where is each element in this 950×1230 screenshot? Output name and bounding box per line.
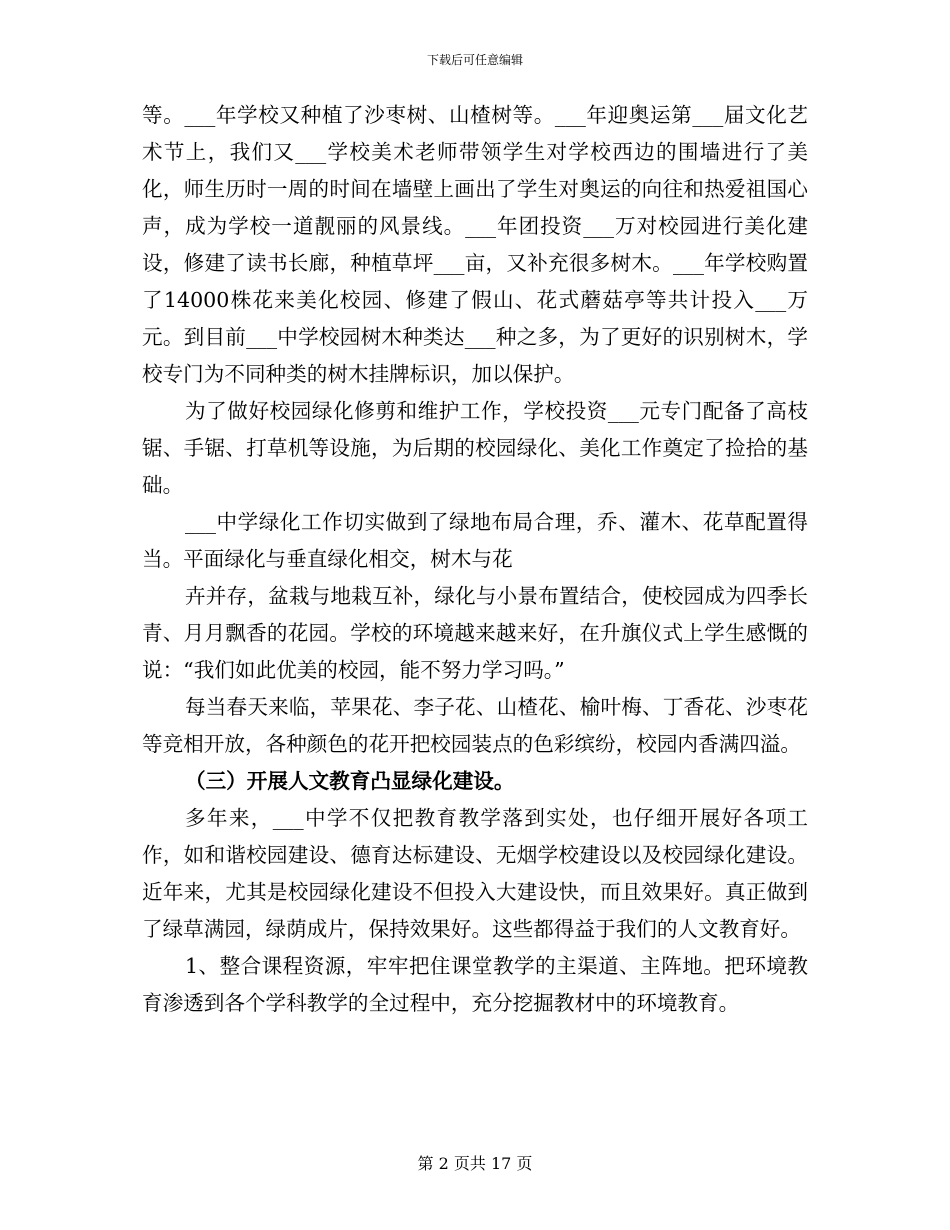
page-footer: 第 2 页共 17 页 <box>417 1154 533 1173</box>
paragraph-humanities: 多年来，___中学不仅把教育教学落到实处，也仔细开展好各项工作，如和谐校园建设、德育达标建设、无烟学校建设以及校园绿化建设。近年来，尤其是校园绿化建设不但投入大建设快，而且效果好。真正做到了绿草满园，绿荫成片，保持效果好。这些都得益于我们的人文教育好。 <box>142 806 808 941</box>
page-header: 下载后可任意编辑 <box>426 53 523 67</box>
paragraph-garden: 卉并存，盆栽与地栽互补，绿化与小景布置结合，使校园成为四季长青、月月飘香的花园。学校的环境越来越来好，在升旗仪式上学生感慨的说：“我们如此优美的校园，能不努力学习吗。” <box>142 584 808 682</box>
paragraph-curriculum: 1、整合课程资源，牢牢把住课堂教学的主渠道、主阵地。把环境教育渗透到各个学科教学的全过程中，充分挖掘教材中的环境教育。 <box>142 954 808 1015</box>
paragraph-continued: 等。___年学校又种植了沙枣树、山楂树等。___年迎奥运第___届文化艺术节上，我们又___学校美术老师带领学生对学校西边的围墙进行了美化，师生历时一周的时间在墙壁上画出了学生对奥运的向往和热爱祖国心声，成为学校一道靓丽的风景线。___年团投资___万对校园进行美化建设，修建了读书长廊，种植草坪___亩，又补充很多树木。___年学校购置了14000株花来美化校园、修建了假山、花式蘑菇亭等共计投入___万元。到目前___中学校园树木种类达___种之多，为了更好的识别树木，学校专门为不同种类的树木挂牌标识，加以保护。 <box>142 103 808 386</box>
paragraph-spring: 每当春天来临，苹果花、李子花、山楂花、榆叶梅、丁香花、沙枣花等竞相开放，各种颜色的花开把校园装点的色彩缤纷，校园内香满四溢。 <box>142 695 808 756</box>
paragraph-layout: ___中学绿化工作切实做到了绿地布局合理，乔、灌木、花草配置得当。平面绿化与垂直绿化相交，树木与花 <box>142 510 808 571</box>
document-body <box>142 97 808 1022</box>
section-heading: （三）开展人文教育凸显绿化建设。 <box>185 769 515 793</box>
paragraph-maintenance: 为了做好校园绿化修剪和维护工作，学校投资___元专门配备了高枝锯、手锯、打草机等设施，为后期的校园绿化、美化工作奠定了捡拾的基础。 <box>142 399 808 497</box>
